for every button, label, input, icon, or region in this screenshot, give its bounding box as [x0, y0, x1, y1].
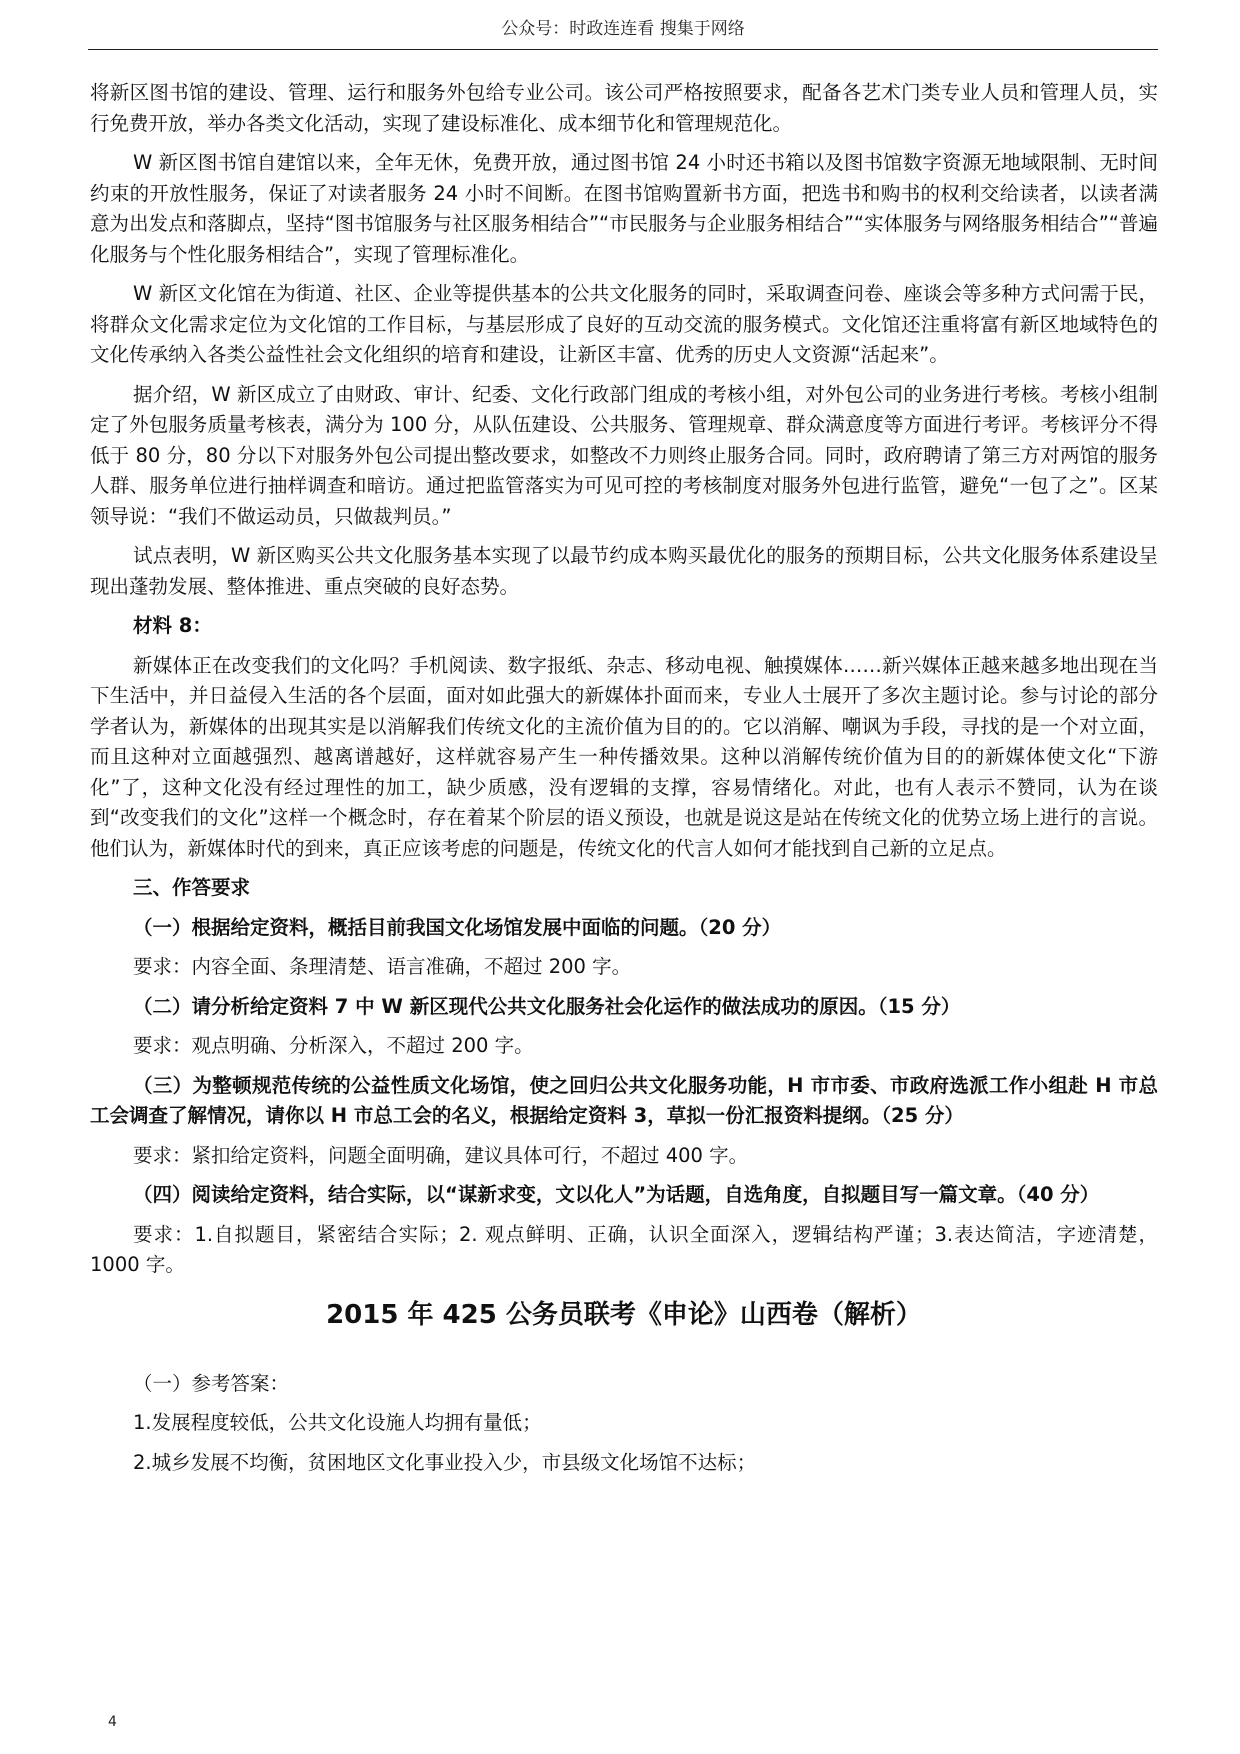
requirement: 要求：1.自拟题目，紧密结合实际；2. 观点鲜明、正确，认识全面深入，逻辑结构严谨；3.表达简洁，字迹清楚，1000 字。 — [90, 1222, 1158, 1276]
document-body — [90, 78, 1158, 1487]
section-heading: 三、作答要求 — [133, 876, 251, 899]
requirement: 要求：紧扣给定资料，问题全面明确，建议具体可行，不超过 400 字。 — [133, 1143, 749, 1167]
question: （一）根据给定资料，概括目前我国文化场馆发展中面临的问题。（20 分） — [133, 915, 782, 939]
paragraph: 新媒体正在改变我们的文化吗？手机阅读、数字报纸、杂志、移动电视、触摸媒体……新兴媒体正越来越多地出现在当下生活中，并日益侵入生活的各个层面，面对如此强大的新媒体扑面而来，专业人士展开了多次主题讨论。参与讨论的部分学者认为，新媒体的出现其实是以消解我们传统文化的主流价值为目的的。它以消解、嘲讽为手段，寻找的是一个对立面，而且这种对立面越强烈、越离谱越好，这样就容易产生一种传播效果。这种以消解传统价值为目的的新媒体使文化“下游化”了，这种文化没有经过理性的加工，缺少质感，没有逻辑的支撑，容易情绪化。对此，也有人表示不赞同，认为在谈到“改变我们的文化”这样一个概念时，存在着某个阶层的语义预设，也就是说这是站在传统文化的优势立场上进行的言说。他们认为，新媒体时代的到来，真正应该考虑的问题是，传统文化的代言人如何才能找到自己新的立足点。 — [90, 653, 1158, 860]
question: （三）为整顿规范传统的公益性质文化场馆，使之回归公共文化服务功能，H 市市委、市政府选派工作小组赴 H 市总工会调查了解情况，请你以 H 市总工会的名义，根据给定资料 3，草拟一份汇报资料提纲。（25 分） — [90, 1073, 1158, 1127]
paragraph: W 新区图书馆自建馆以来，全年无休，免费开放，通过图书馆 24 小时还书箱以及图书馆数字资源无地域限制、无时间约束的开放性服务，保证了对读者服务 24 小时不间断。在图书馆购置新书方面，把选书和购书的权利交给读者，以读者满意为出发点和落脚点，坚持“图书馆服务与社区服务相结合”“市民服务与企业服务相结合”“实体服务与网络服务相结合”“普遍化服务与个性化服务相结合”，实现了管理标准化。 — [90, 151, 1158, 266]
question: （二）请分析给定资料 7 中 W 新区现代公共文化服务社会化运作的做法成功的原因。（15 分） — [133, 994, 961, 1018]
section-title: 2015 年 425 公务员联考《申论》山西卷（解析） — [326, 1299, 922, 1330]
material-heading: 材料 8： — [133, 614, 212, 637]
answer-line: （一）参考答案： — [133, 1371, 290, 1395]
question: （四）阅读给定资料，结合实际，以“谋新求变，文以化人”为话题，自选角度，自拟题目写一篇文章。（40 分） — [133, 1183, 1100, 1206]
paragraph: 将新区图书馆的建设、管理、运行和服务外包给专业公司。该公司严格按照要求，配备各艺术门类专业人员和管理人员，实行免费开放，举办各类文化活动，实现了建设标准化、成本细节化和管理规范化。 — [90, 81, 1158, 135]
page-header: 公众号：时政连连看 搜集于网络 — [88, 14, 1158, 50]
answer-line: 2.城乡发展不均衡，贫困地区文化事业投入少，市县级文化场馆不达标； — [133, 1450, 757, 1474]
paragraph: 据介绍，W 新区成立了由财政、审计、纪委、文化行政部门组成的考核小组，对外包公司的业务进行考核。考核小组制定了外包服务质量考核表，满分为 100 分，从队伍建设、公共服务、管理规章、群众满意度等方面进行考评。考核评分不得低于 80 分，80 分以下对服务外包公司提出整改要求，如整改不力则终止服务合同。同时，政府聘请了第三方对两馆的服务人群、服务单位进行抽样调查和暗访。通过把监管落实为可见可控的考核制度对服务外包进行监管，避免“一包了之”。区某领导说：“我们不做运动员，只做裁判员。” — [90, 382, 1158, 528]
answer-line: 1.发展程度较低，公共文化设施人均拥有量低； — [133, 1411, 542, 1434]
paragraph: W 新区文化馆在为街道、社区、企业等提供基本的公共文化服务的同时，采取调查问卷、座谈会等多种方式问需于民，将群众文化需求定位为文化馆的工作目标，与基层形成了良好的互动交流的服务模式。文化馆还注重将富有新区地域特色的文化传承纳入各类公益性社会文化组织的培育和建设，让新区丰富、优秀的历史人文资源“活起来”。 — [90, 282, 1158, 366]
requirement: 要求：观点明确、分析深入，不超过 200 字。 — [133, 1034, 534, 1057]
requirement: 要求：内容全面、条理清楚、语言准确，不超过 200 字。 — [133, 955, 632, 978]
page-number: 4 — [108, 1714, 117, 1730]
paragraph: 试点表明，W 新区购买公共文化服务基本实现了以最节约成本购买最优化的服务的预期目标，公共文化服务体系建设呈现出蓬勃发展、整体推进、重点突破的良好态势。 — [90, 544, 1158, 598]
